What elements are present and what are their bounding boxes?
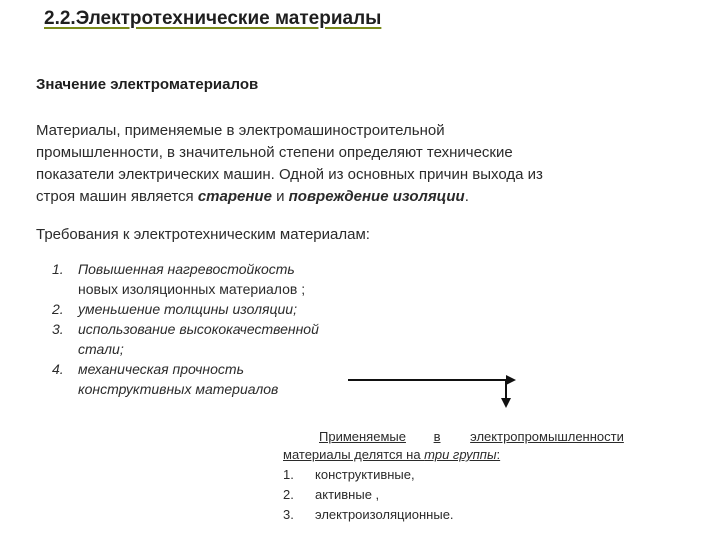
groups-list: [283, 465, 454, 525]
list-item: [283, 505, 454, 525]
list-item-text: использование высококачественной: [78, 321, 319, 337]
page-title: 2.2.Электротехнические материалы: [44, 8, 382, 29]
emphasis-aging: старение: [197, 188, 272, 205]
groups-intro-text: материалы делятся на: [283, 447, 425, 462]
arrow-connector: [340, 366, 520, 412]
list-item: [283, 485, 454, 505]
title-bar: [0, 0, 720, 44]
paragraph-text: и: [271, 188, 289, 205]
arrow-head-right: [506, 375, 516, 385]
paragraph-line: промышленности, в значительной степени определяют технические: [36, 144, 513, 161]
emphasis-insulation-damage: повреждение изоляции: [288, 188, 465, 205]
list-item-number: 3.: [283, 507, 294, 522]
groups-count-text: три группы: [424, 447, 497, 462]
list-item-number: 3.: [52, 321, 64, 337]
list-item: [52, 319, 319, 359]
requirements-list: [52, 259, 319, 399]
list-item-text: электроизоляционные.: [315, 507, 454, 522]
list-item-number: 2.: [283, 487, 294, 502]
section-subheading: Значение электроматериалов: [36, 76, 259, 93]
list-item-text: механическая прочность: [78, 361, 244, 377]
intro-paragraph: [36, 120, 676, 208]
paragraph-text: .: [464, 188, 469, 205]
list-item-text: стали;: [78, 341, 124, 357]
paragraph-text: строя машин является: [36, 188, 198, 205]
groups-intro-word: в: [433, 429, 441, 444]
list-item-number: 1.: [283, 467, 294, 482]
list-item-number: 2.: [52, 301, 64, 317]
list-item-text: конструктивные,: [315, 467, 415, 482]
groups-intro-line: [283, 445, 500, 465]
list-item: [52, 359, 319, 399]
groups-intro-text: :: [496, 447, 501, 462]
groups-intro-word: электропромышленности: [470, 429, 624, 444]
list-item-text: новых изоляционных материалов ;: [78, 281, 306, 297]
list-item: [283, 465, 454, 485]
list-item-text: Повышенная нагревостойкость: [78, 261, 295, 277]
paragraph-line: [36, 186, 676, 208]
list-item: [52, 259, 319, 299]
groups-intro-line: [319, 427, 624, 447]
list-item-number: 4.: [52, 361, 64, 377]
list-item: [52, 299, 319, 319]
groups-intro-word: Применяемые: [319, 429, 406, 444]
requirements-heading: Требования к электротехническим материалам:: [36, 226, 370, 243]
list-item-text: активные ,: [315, 487, 380, 502]
list-item-text: конструктивных материалов: [78, 381, 279, 397]
list-item-text: уменьшение толщины изоляции;: [78, 301, 297, 317]
list-item-number: 1.: [52, 261, 64, 277]
paragraph-line: показатели электрических машин. Одной из основных причин выхода из: [36, 166, 543, 183]
arrow-head-down: [501, 398, 511, 408]
paragraph-line: Материалы, применяемые в электромашиностроительной: [36, 122, 445, 139]
